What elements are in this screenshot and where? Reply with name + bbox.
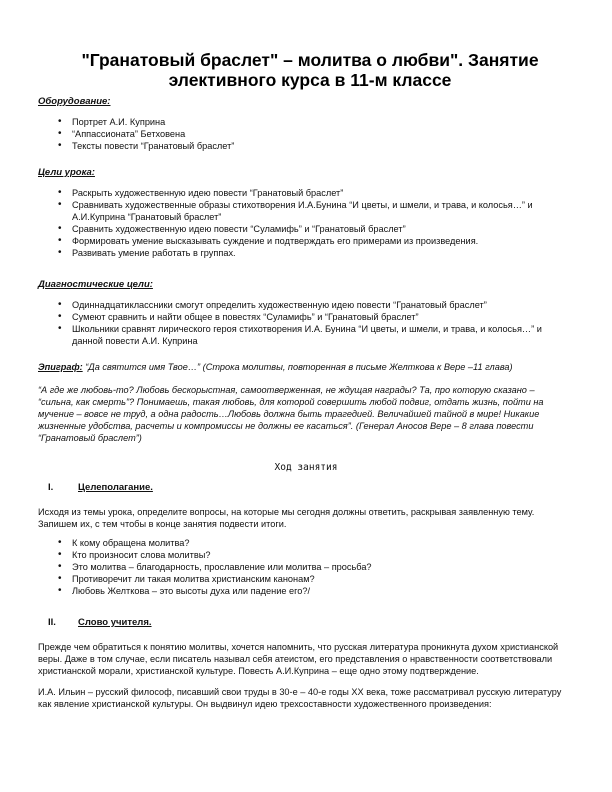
section2-paragraph1: Прежде чем обратиться к понятию молитвы, хочется напомнить, что русская литература проникнута духом христианской веры. Даже в том случае, если писатель называл себя атеистом, его представления о нравственности соответствовали христианской морали, христианской культуре. Повесть А.И.Куприна – еще одно этому подтверждение. <box>38 642 559 676</box>
list-item: • Любовь Желткова – это высоты духа или падение его?/ <box>38 585 568 597</box>
section1-intro: Исходя из темы урока, определите вопросы, на которые мы сегодня должны ответить, раскрывая заявленную тему. Запишем их, с тем чтобы в конце занятия подвести итоги. <box>38 507 535 529</box>
section2-heading <box>38 617 568 628</box>
epigraph-label: Эпиграф: <box>38 362 83 372</box>
anosov-quote: “А где же любовь-то? Любовь бескорыстная, самоотверженная, не ждущая награды? Та, про которую сказано – “сильна, как смерть”? Понимаешь, такая любовь, для которой совершить любой подвиг, отдать жизнь, пойти на мучение – вовсе не труд, а одна радость…Любовь должна быть трагедией. Величайшей тайной в мире! Никакие жизненные удобства, расчеты и компромиссы не должны ее касаться”. (Генерал Аносов Вере – 8 глава повести “Гранатовый браслет”) <box>38 385 544 443</box>
list-item: • К кому обращена молитва? <box>38 537 568 549</box>
section2-body <box>38 641 568 710</box>
section2-title: Слово учителя. <box>78 617 152 628</box>
lesson-heading: Ход занятия <box>274 462 338 473</box>
page-title: "Гранатовый браслет" – молитва о любви". Занятие элективного курса в 11-м классе <box>81 50 539 90</box>
epigraph-text: “Да святится имя Твое…” (Строка молитвы, повторенная в письме Желткова к Вере –11 глава) <box>85 362 513 372</box>
list-item: • Это молитва – благодарность, прославление или молитва – просьба? <box>38 561 568 573</box>
list-item: • Школьники сравнят лирического героя стихотворения И.А. Бунина “И цветы, и шмели, и трава, и колосья…” и данной повести А.И. Куприна <box>38 323 568 347</box>
list-item: • Сравнить художественную идею повести “Суламифь” и “Гранатовый браслет” <box>38 223 568 235</box>
list-item: • Раскрыть художественную идею повести “Гранатовый браслет” <box>38 187 568 199</box>
section2-paragraph2: И.А. Ильин – русский философ, писавший свои труды в 30-е – 40-е годы XX века, тоже рассматривал русскую литературу как явление христианской культуры. Он выдвинул идею трехсоставности художественного произведения: <box>38 687 562 709</box>
list-item: • Формировать умение высказывать суждение и подтверждать его примерами из произведения. <box>38 235 568 247</box>
list-item: • Тексты повести “Гранатовый браслет” <box>38 140 568 152</box>
diagnostic-heading: Диагностические цели: <box>38 279 153 290</box>
diagnostic-section <box>38 279 568 347</box>
section1-number: I. <box>48 482 54 493</box>
list-item: • Противоречит ли такая молитва христианским канонам? <box>38 573 568 585</box>
equipment-section <box>38 96 568 152</box>
list-item: • Развивать умение работать в группах. <box>38 247 568 259</box>
list-item: • Портрет А.И. Куприна <box>38 116 568 128</box>
list-item: • Сравнивать художественные образы стихотворения И.А.Бунина “И цветы, и шмели, и трава, и колосья…” и А.И.Куприна “Гранатовый браслет” <box>38 199 568 223</box>
section1-body <box>38 506 568 597</box>
epigraph <box>38 361 568 373</box>
list-item: • Сумеют сравнить и найти общее в повестях “Суламифь” и “Гранатовый браслет” <box>38 311 568 323</box>
section1-heading <box>38 482 568 493</box>
section1-title: Целеполагание. <box>78 482 153 493</box>
list-item: • Кто произносит слова молитвы? <box>38 549 568 561</box>
list-item: • “Аппассионата” Бетховена <box>38 128 568 140</box>
section2-number: II. <box>48 617 56 628</box>
diagnostic-list <box>38 299 568 347</box>
list-item: • Одиннадцатиклассники смогут определить художественную идею повести “Гранатовый браслет” <box>38 299 568 311</box>
equipment-list <box>38 116 568 152</box>
section1-questions <box>38 537 568 597</box>
goals-list <box>38 187 568 259</box>
goals-section <box>38 167 568 259</box>
goals-heading: Цели урока: <box>38 167 95 178</box>
equipment-heading: Оборудование: <box>38 96 111 107</box>
